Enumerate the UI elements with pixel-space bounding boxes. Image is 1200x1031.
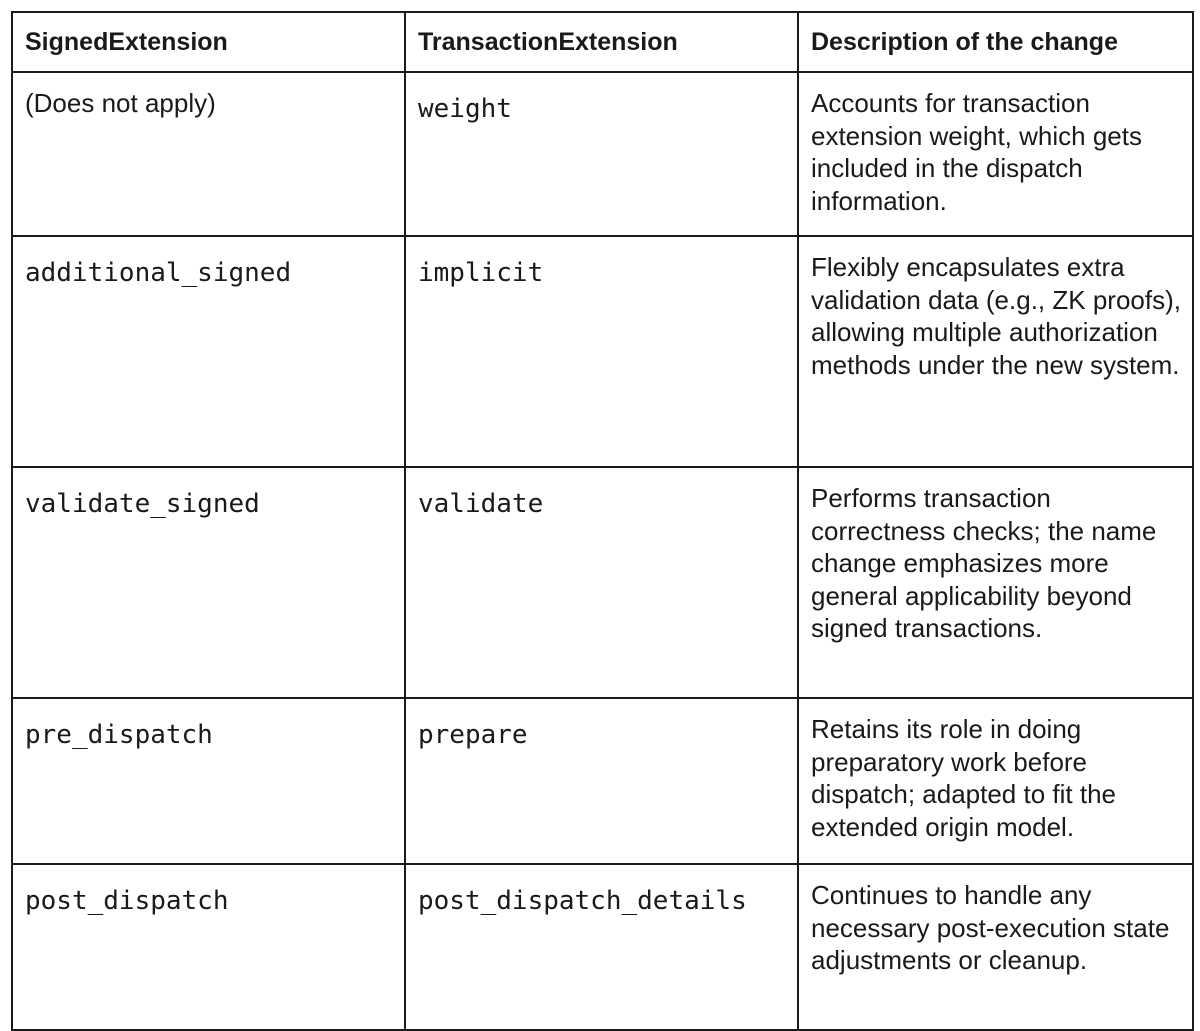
cell-description: Accounts for transaction extension weight, which gets included in the dispatch information.	[798, 72, 1193, 236]
cell-signed-extension: (Does not apply)	[12, 72, 405, 236]
extension-comparison-table	[11, 11, 1194, 1031]
cell-description: Retains its role in doing preparatory work before dispatch; adapted to fit the extended origin model.	[798, 698, 1193, 864]
header-signed-extension: SignedExtension	[12, 12, 405, 72]
table-row	[12, 72, 1193, 236]
table-header	[12, 12, 1193, 72]
cell-transaction-extension: implicit	[405, 236, 798, 467]
cell-signed-extension: validate_signed	[12, 467, 405, 698]
table-row	[12, 864, 1193, 1030]
table-row	[12, 236, 1193, 467]
cell-transaction-extension: post_dispatch_details	[405, 864, 798, 1030]
table-row	[12, 698, 1193, 864]
table-row	[12, 467, 1193, 698]
table-body	[12, 72, 1193, 1030]
cell-description: Flexibly encapsulates extra validation data (e.g., ZK proofs), allowing multiple authorization methods under the new system.	[798, 236, 1193, 467]
cell-transaction-extension: weight	[405, 72, 798, 236]
cell-signed-extension: post_dispatch	[12, 864, 405, 1030]
cell-description: Continues to handle any necessary post-execution state adjustments or cleanup.	[798, 864, 1193, 1030]
cell-signed-extension: pre_dispatch	[12, 698, 405, 864]
cell-signed-extension: additional_signed	[12, 236, 405, 467]
cell-transaction-extension: validate	[405, 467, 798, 698]
cell-description: Performs transaction correctness checks; the name change emphasizes more general applicability beyond signed transactions.	[798, 467, 1193, 698]
header-row	[12, 12, 1193, 72]
header-description: Description of the change	[798, 12, 1193, 72]
cell-transaction-extension: prepare	[405, 698, 798, 864]
comparison-table-container	[11, 11, 1192, 1031]
header-transaction-extension: TransactionExtension	[405, 12, 798, 72]
